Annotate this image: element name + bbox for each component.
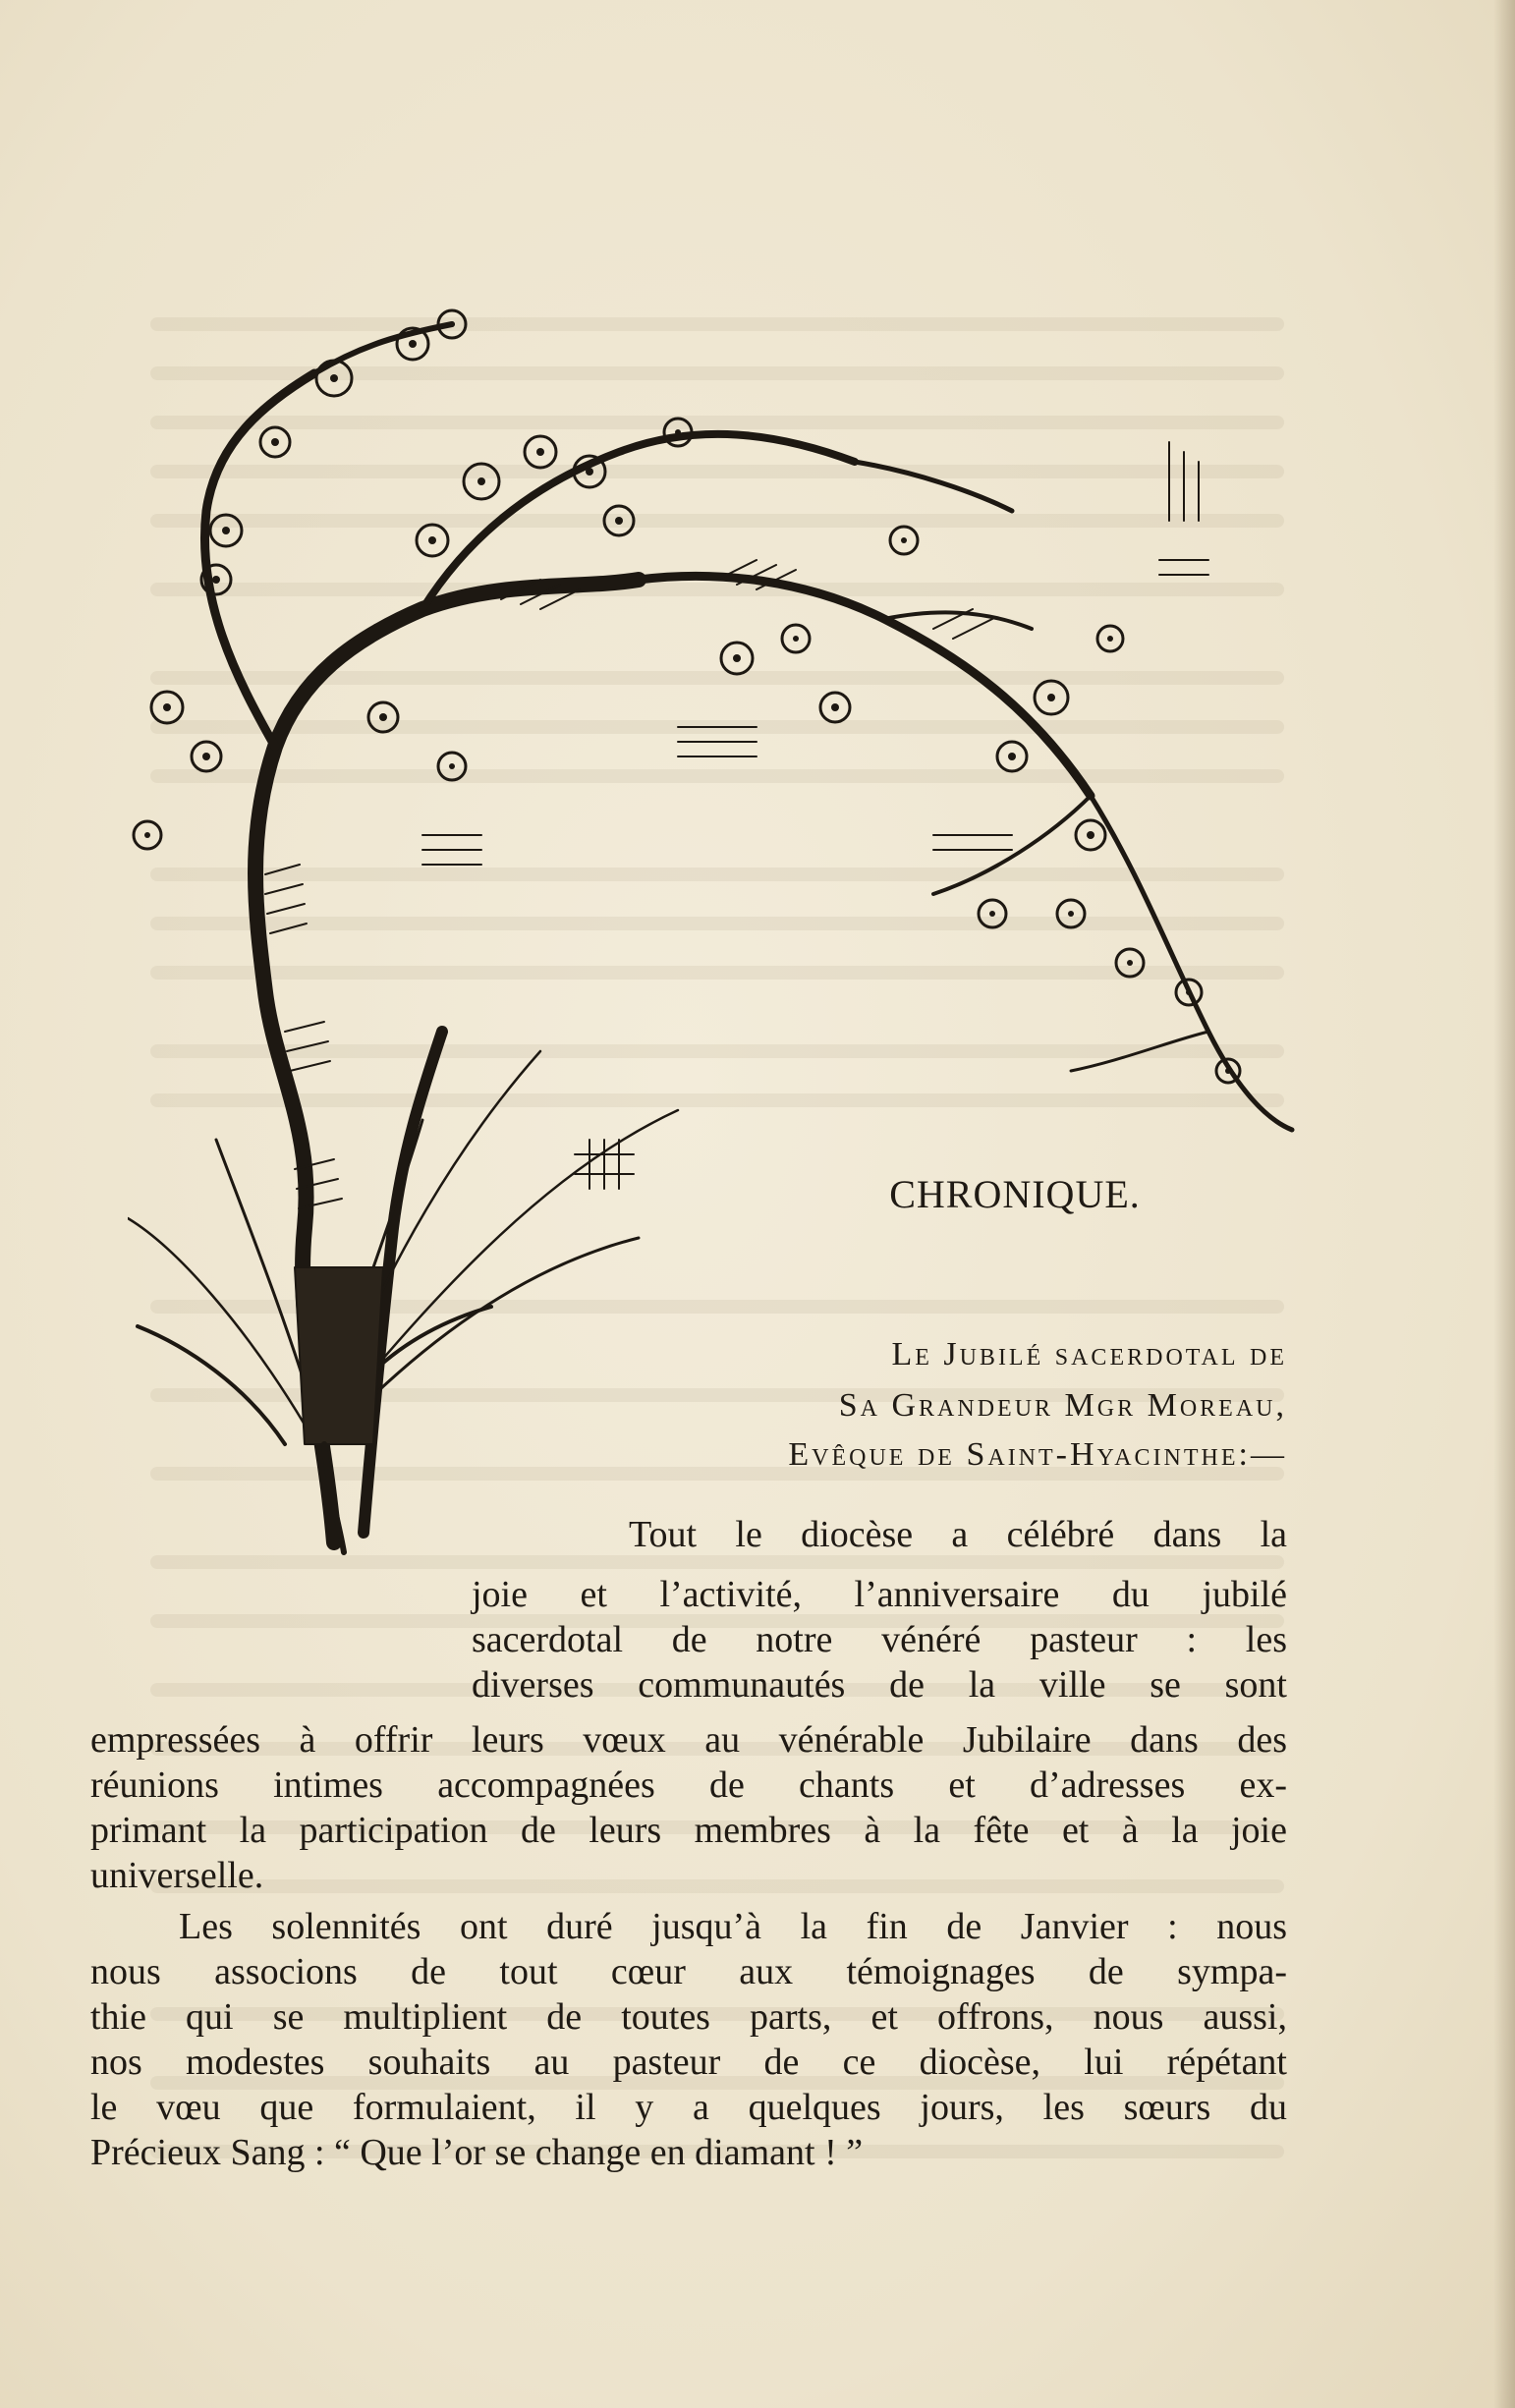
body-line: le vœu que formulaient, il y a quelques jours, les sœurs du [90,2087,1287,2128]
body-line: thie qui se multiplient de toutes parts, et offrons, nous aussi, [90,1996,1287,2038]
body-line: nos modestes souhaits au pasteur de ce diocèse, lui répétant [90,2042,1287,2083]
body-line: réunions intimes accompagnées de chants et d’adresses ex- [90,1764,1287,1806]
subheading-line-1: Le Jubilé sacerdotal de [891,1336,1287,1372]
body-line: nous associons de tout cœur aux témoignages de sympa- [90,1951,1287,1992]
body-line: joie et l’activité, l’anniversaire du jubilé [472,1574,1287,1615]
body-line: Précieux Sang : “ Que l’or se change en diamant ! ” [90,2132,864,2173]
subheading-line-2: Sa Grandeur Mgr Moreau, [838,1387,1287,1424]
body-line: empressées à offrir leurs vœux au vénérable Jubilaire dans des [90,1719,1287,1761]
body-line: diverses communautés de la ville se sont [472,1664,1287,1706]
subheading-line-3: Evêque de Saint-Hyacinthe:— [788,1436,1287,1473]
body-line: sacerdotal de notre vénéré pasteur : les [472,1619,1287,1660]
body-line: universelle. [90,1855,264,1896]
section-heading: CHRONIQUE. [889,1172,1141,1216]
body-line: Les solennités ont duré jusqu’à la fin de Janvier : nous [179,1906,1287,1947]
body-line: Tout le diocèse a célébré dans la [629,1514,1287,1555]
body-line: primant la participation de leurs membres à la fête et à la joie [90,1810,1287,1851]
